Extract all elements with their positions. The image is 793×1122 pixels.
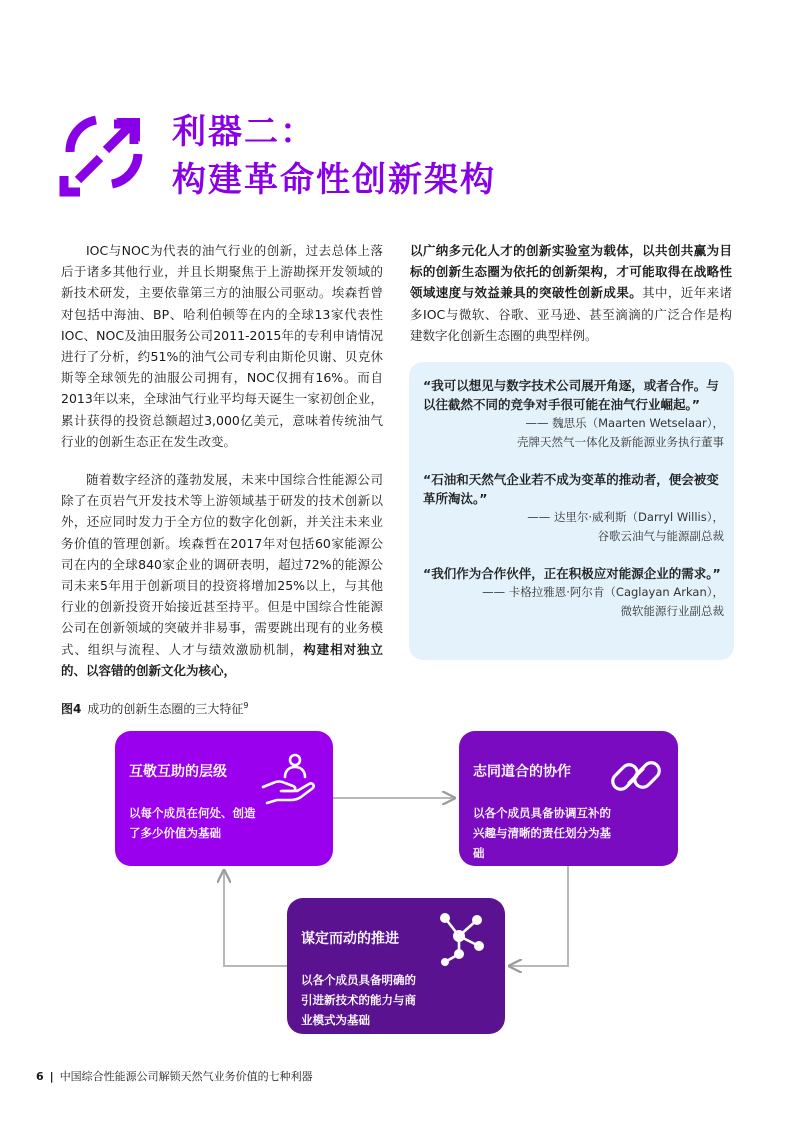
paragraph-1: IOC与NOC为代表的油气行业的创新，过去总体上落后于诸多其他行业，并且长期聚焦于上游勘探开发领域的新技术研发，主要依靠第三方的油服公司驱动。埃森哲曾对包括中海油、BP、哈利伯顿等在内的全球13家代表性IOC、NOC及油田服务公司2011-2015年的专利申请情况进行了分析，约51%的油气公司专利由斯伦贝谢、贝克休斯等全球领先的油服公司拥有，NOC仅拥有16%。而自2013年以来，全球油气行业平均每天诞生一家初创企业，累计获得的投资总额超过3,000亿美元，意味着传统油气行业的创新生态正在发生改变。 — [61, 243, 383, 449]
chain-link-icon — [607, 747, 665, 805]
footer-separator: | — [49, 1070, 54, 1083]
feature-box-title: 志同道合的协作 — [473, 764, 571, 780]
page-number: 6 — [36, 1070, 44, 1083]
quote-text: “石油和天然气企业若不成为变革的推动者，便会被变革所淘汰。” — [423, 472, 719, 506]
left-column — [61, 240, 383, 698]
paragraph-2-bold: 构建相对独立的、以容错的创新文化为核心， — [61, 641, 383, 678]
figure-caption — [61, 700, 248, 717]
feature-box-progress — [287, 898, 505, 1034]
footer-title: 中国综合性能源公司解锁天然气业务价值的七种利器 — [59, 1070, 313, 1083]
connector-arrow-2-to-3 — [511, 866, 568, 966]
quote-person: —— 魏思乐（Maarten Wetselaar）， — [525, 416, 724, 430]
feature-box-desc: 以各个成员具备协调互补的兴趣与清晰的责任划分为基础 — [473, 806, 611, 860]
paragraph-3-bold: 以广纳多元化人才的创新实验室为载体，以共创共赢为目标的创新生态圈为依托的创新架构，才可能取得在战略性领域速度与效益兼具的突破性创新成果。 — [410, 243, 732, 301]
quote-text: “我可以想见与数字技术公司展开角逐，或者合作。与以往截然不同的竞争对手很可能在油气行业崛起。” — [423, 378, 719, 412]
feature-box-desc: 以每个成员在何处、创造了多少价值为基础 — [129, 806, 256, 840]
quote-text: “我们作为合作伙伴，正在积极应对能源企业的需求。” — [423, 566, 721, 581]
paragraph-3 — [410, 240, 732, 346]
quote-2 — [423, 470, 724, 546]
paragraph-3-text: 其中，近年来诸多IOC与微软、谷歌、亚马逊、甚至滴滴的广泛合作是构建数字化创新生态圈的典型样例。 — [410, 285, 732, 343]
page-footer — [36, 1068, 313, 1084]
network-nodes-icon — [433, 910, 491, 968]
feature-box-hierarchy — [115, 731, 333, 866]
quote-role: 壳牌天然气一体化及新能源业务执行董事 — [517, 435, 724, 449]
quote-3 — [423, 564, 724, 621]
figure-caption-text: 成功的创新生态圈的三大特征 — [87, 702, 244, 716]
feature-box-desc: 以各个成员具备明确的引进新技术的能力与商业模式为基础 — [301, 973, 416, 1027]
figure-number: 图4 — [61, 702, 82, 716]
hand-people-icon — [259, 751, 317, 809]
paragraph-2-text: 随着数字经济的蓬勃发展，未来中国综合性能源公司除了在页岩气开发技术等上游领域基于研发的技术创新以外，还应同时发力于全方位的数字化创新，并关注未来业务价值的管理创新。埃森哲在2017年对包括60家能源公司在内的全球840家企业的调研表明，超过72%的能源公司未来5年用于创新项目的投资将增加25%以上，与其他行业的创新投资开始接近甚至持平。但是中国综合性能源公司在创新领域的突破并非易事，需要跳出现有的业务模式、组织与流程、人才与绩效激励机制， — [61, 472, 383, 657]
page-title-line2: 构建革命性创新架构 — [172, 160, 496, 200]
page-title-line1: 利器二： — [172, 112, 316, 152]
quote-1 — [423, 376, 724, 452]
feature-box-title: 互敬互助的层级 — [129, 764, 227, 780]
feature-box-title: 谋定而动的推进 — [301, 931, 399, 947]
connector-arrow-3-to-1 — [224, 872, 287, 966]
footnote-mark: 9 — [243, 701, 249, 710]
right-column — [410, 240, 732, 363]
feature-box-collaboration — [459, 731, 678, 866]
broken-link-arrows-icon — [56, 104, 152, 200]
quote-role: 微软能源行业副总裁 — [620, 604, 724, 618]
quote-person: —— 达里尔·威利斯（Darryl Willis）， — [527, 510, 724, 524]
paragraph-2 — [61, 469, 383, 681]
quote-person: —— 卡格拉雅恩·阿尔肯（Caglayan Arkan）， — [482, 585, 724, 599]
quote-role: 谷歌云油气与能源副总裁 — [597, 529, 724, 543]
quote-box — [409, 362, 734, 660]
